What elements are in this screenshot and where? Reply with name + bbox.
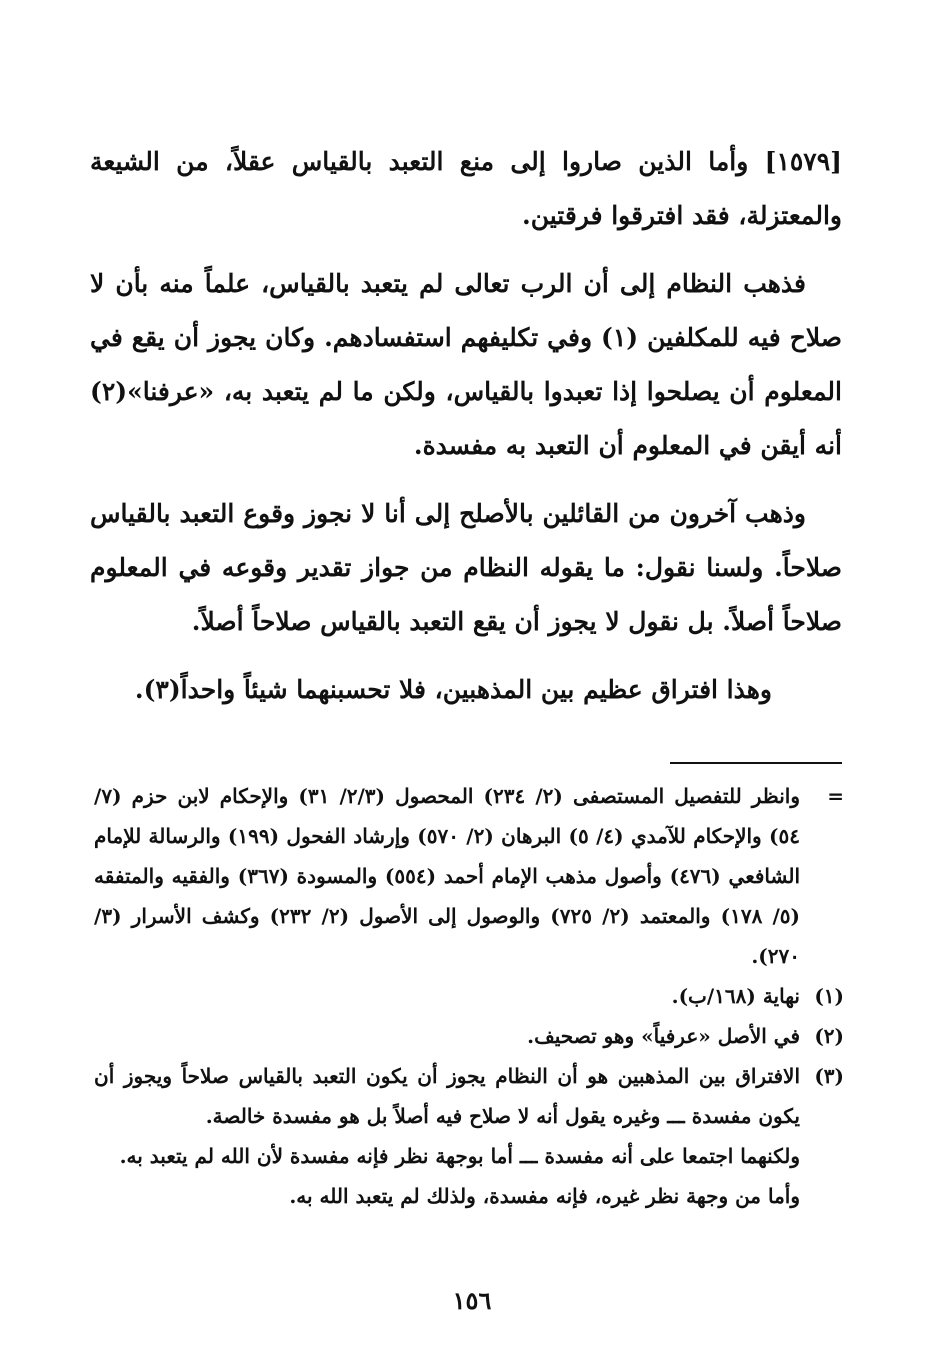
paragraph-conclusion: وهذا افتراق عظيم بين المذهبين، فلا تحسبنهما شيئاً واحداً(٣).	[134, 675, 772, 704]
footnote-divider	[670, 762, 842, 764]
continuation-mark: =	[827, 784, 844, 808]
footnote-1	[94, 976, 844, 1016]
footnote-1-mark: (١)	[814, 984, 844, 1008]
footnote-1-text: نهاية (١٦٨/ب).	[671, 984, 800, 1008]
footnote-3-mark: (٣)	[814, 1064, 844, 1088]
footnotes	[94, 776, 844, 1216]
footnote-3-text: الافتراق بين المذهبين هو أن النظام يجوز أن يكون التعبد بالقياس صلاحاً ويجوز أن يكون مفسدة ـــ وغيره يقول أنه لا صلاح فيه أصلاً بل هو مفسدة خالصة.	[94, 1064, 800, 1128]
footnote-continued-text: وانظر للتفصيل المستصفى (٢/ ٢٣٤) المحصول (٢/٣/ ٣١) والإحكام لابن حزم (٧/ ٥٤) والإحكام للآمدي (٤/ ٥) البرهان (٢/ ٥٧٠) وإرشاد الفحول (١٩٩) والرسالة للإمام الشافعي (٤٧٦) وأصول مذهب الإمام أحمد (٥٥٤) والمسودة (٣٦٧) والفقيه والمتفقه (٥/ ١٧٨) والمعتمد (٢/ ٧٢٥) والوصول إلى الأصول (٢/ ٢٣٢) وكشف الأسرار (٣/ ٢٧٠).	[94, 784, 801, 968]
page-number: ١٥٦	[452, 1286, 492, 1315]
footnote-2-mark: (٢)	[814, 1024, 844, 1048]
paragraph-1579: [١٥٧٩] وأما الذين صاروا إلى منع التعبد بالقياس عقلاً، من الشيعة والمعتزلة، فقد افترقوا فرقتين.	[90, 147, 842, 230]
paragraph-others: وذهب آخرون من القائلين بالأصلح إلى أنا لا نجوز وقوع التعبد بالقياس صلاحاً. ولسنا نقول: ما يقوله النظام من جواز تقدير وقوعه في المعلوم صلاحاً أصلاً. بل نقول لا يجوز أن يقع التعبد بالقياس صلاحاً أصلاً.	[90, 499, 842, 636]
footnote-3-line-3: وأما من وجهة نظر غيره، فإنه مفسدة، ولذلك لم يتعبد الله به.	[289, 1184, 800, 1208]
footnote-3	[94, 1056, 844, 1216]
footnote-continued	[94, 776, 844, 976]
footnote-2	[94, 1016, 844, 1056]
footnote-3-line-2: ولكنهما اجتمعا على أنه مفسدة ـــ أما بوجهة نظر فإنه مفسدة لأن الله لم يتعبد به.	[119, 1144, 800, 1168]
main-text	[90, 135, 842, 717]
footnote-2-text: في الأصل «عرفياً» وهو تصحيف.	[527, 1024, 800, 1048]
paragraph-nazzam: فذهب النظام إلى أن الرب تعالى لم يتعبد بالقياس، علماً منه بأن لا صلاح فيه للمكلفين (١) وفي تكليفهم استفسادهم. وكان يجوز أن يقع في المعلوم أن يصلحوا إذا تعبدوا بالقياس، ولكن ما لم يتعبد به، «عرفنا»(٢) أنه أيقن في المعلوم أن التعبد به مفسدة.	[90, 269, 842, 460]
